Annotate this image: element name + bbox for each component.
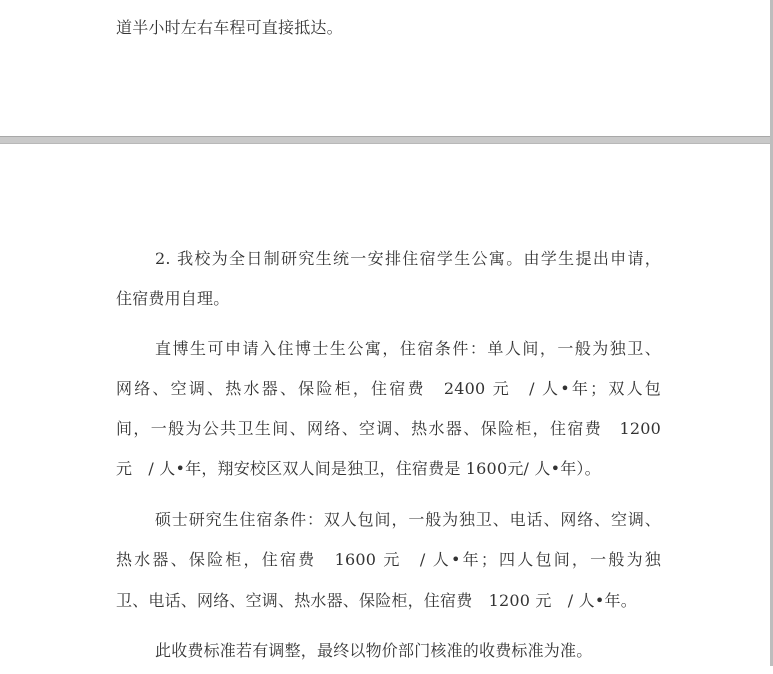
paragraph-3-line-1: 硕士研究生住宿条件：双人包间，一般为独卫、电话、网络、空调、 [155, 510, 661, 529]
paragraph-3-line-2: 热水器、保险柜，住宿费 1600 元 / 人•年；四人包间，一般为独 [116, 550, 661, 569]
document-page-lower [0, 144, 773, 674]
paragraph-2-line-4: 元 / 人•年，翔安校区双人间是独卫，住宿费是 1600元/ 人•年）。 [116, 459, 601, 478]
page-separator [0, 136, 773, 144]
paragraph-2-line-3: 间，一般为公共卫生间、网络、空调、热水器、保险柜，住宿费 1200 [116, 419, 661, 438]
paragraph-3-line-3: 卫、电话、网络、空调、热水器、保险柜，住宿费 1200 元 / 人•年。 [116, 591, 637, 610]
paragraph-1-line-1: 2. 我校为全日制研究生统一安排住宿学生公寓。由学生提出申请， [155, 249, 661, 268]
paragraph-4-line-1: 此收费标准若有调整，最终以物价部门核准的收费标准为准。 [155, 641, 593, 660]
paragraph-2-line-2: 网络、空调、热水器、保险柜，住宿费 2400 元 / 人•年；双人包 [116, 379, 661, 398]
paragraph-2-line-1: 直博生可申请入住博士生公寓，住宿条件：单人间，一般为独卫、 [155, 339, 661, 358]
document-page-upper [0, 0, 773, 136]
text-line: 道半小时左右车程可直接抵达。 [116, 18, 343, 37]
paragraph-1-line-2: 住宿费用自理。 [116, 289, 230, 308]
